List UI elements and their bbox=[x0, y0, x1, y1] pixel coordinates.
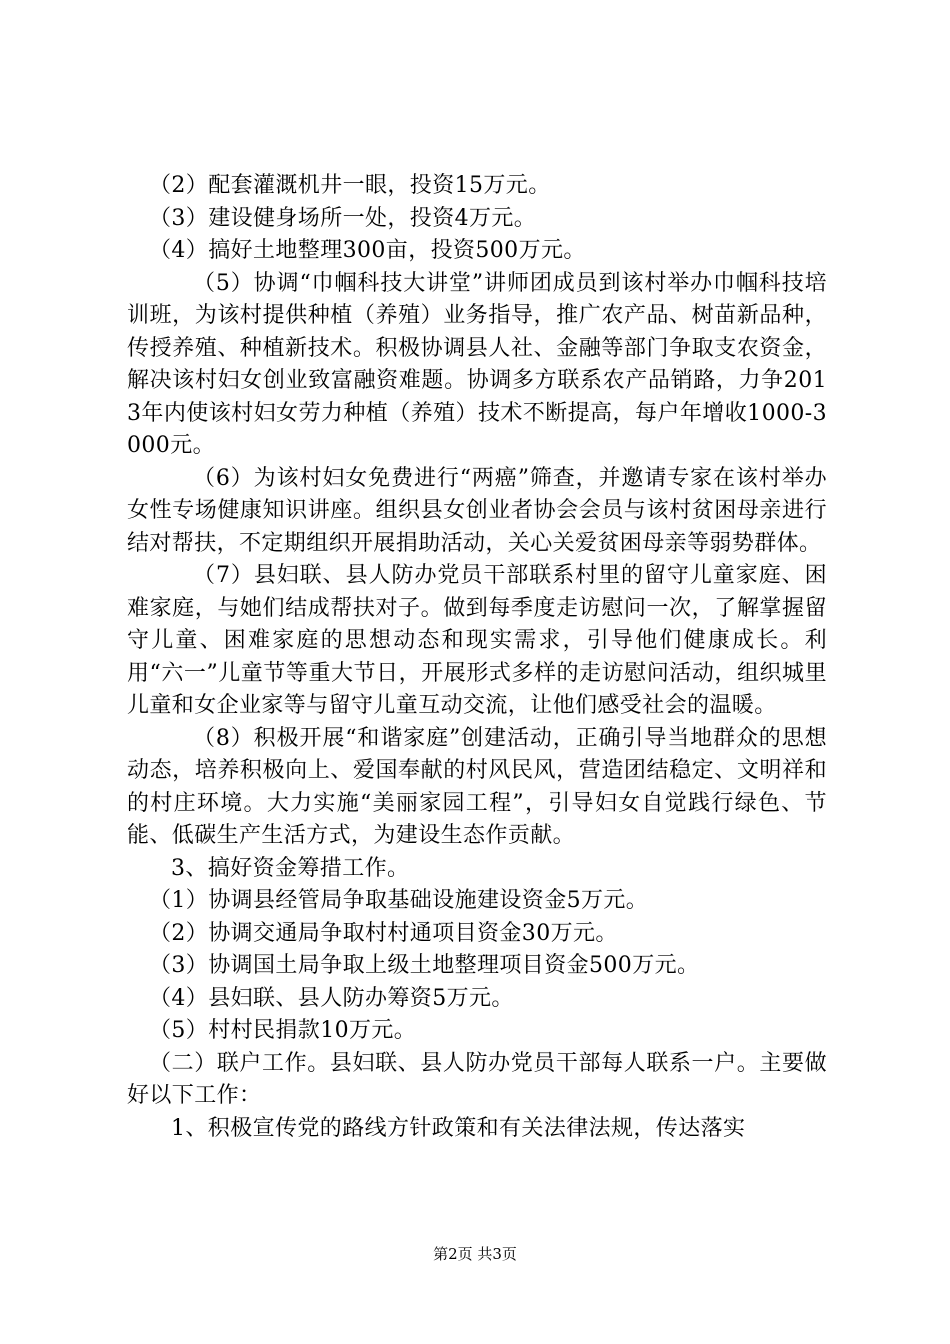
paragraph-item-5: （5）协调“巾帼科技大讲堂”讲师团成员到该村举办巾帼科技培训班，为该村提供种植（养殖）业务指导，推广农产品、树苗新品种，传授养殖、种植新技术。积极协调县人社、金融等部门争取支农资金，解决该村妇女创业致富融资难题。协调多方联系农产品销路，力争2013年内使该村妇女劳力种植（养殖）技术不断提高，每户年增收1000-3000元。 bbox=[127, 270, 827, 458]
paragraph-item-4: （4）搞好土地整理300亩，投资500万元。 bbox=[149, 238, 586, 263]
paragraph-item-8: （8）积极开展“和谐家庭”创建活动，正确引导当地群众的思想动态，培养积极向上、爱国奉献的村风民风，营造团结稳定、文明祥和的村庄环境。大力实施“美丽家园工程”，引导妇女自觉践行绿色、节能、低碳生产生活方式，为建设生态作贡献。 bbox=[127, 725, 827, 848]
funding-item-4: （4）县妇联、县人防办筹资5万元。 bbox=[149, 985, 514, 1011]
document-body bbox=[127, 170, 827, 1145]
paragraph-item-2: （2）配套灌溉机井一眼，投资15万元。 bbox=[149, 173, 551, 198]
paragraph-item-6: （6）为该村妇女免费进行“两癌”筛查，并邀请专家在该村举办女性专场健康知识讲座。组织县女创业者协会会员与该村贫困母亲进行结对帮扶，不定期组织开展捐助活动，关心关爱贫困母亲等弱势群体。 bbox=[127, 465, 827, 556]
page-number-label: 第2页 共3页 bbox=[433, 1245, 517, 1263]
paragraph-item-7: （7）县妇联、县人防办党员干部联系村里的留守儿童家庭、困难家庭，与她们结成帮扶对子。做到每季度走访慰问一次，了解掌握留守儿童、困难家庭的思想动态和现实需求，引导他们健康成长。利用“六一”儿童节等重大节日，开展形式多样的走访慰问活动，组织城里儿童和女企业家等与留守儿童互动交流，让他们感受社会的温暖。 bbox=[127, 563, 827, 718]
funding-item-2: （2）协调交通局争取村村通项目资金30万元。 bbox=[149, 920, 618, 946]
section-heading-funding: 3、搞好资金筹措工作。 bbox=[171, 855, 410, 881]
funding-item-1: （1）协调县经管局争取基础设施建设资金5万元。 bbox=[149, 888, 649, 913]
section-heading-household: （二）联户工作。县妇联、县人防办党员干部每人联系一户。主要做好以下工作： bbox=[127, 1050, 827, 1108]
funding-item-5: （5）村村民捐款10万元。 bbox=[149, 1018, 417, 1043]
paragraph-item-3: （3）建设健身场所一处，投资4万元。 bbox=[149, 205, 537, 231]
household-item-1: 1、积极宣传党的路线方针政策和有关法律法规，传达落实 bbox=[171, 1115, 746, 1141]
page-footer bbox=[0, 1244, 950, 1264]
funding-item-3: （3）协调国土局争取上级土地整理项目资金500万元。 bbox=[149, 953, 700, 978]
